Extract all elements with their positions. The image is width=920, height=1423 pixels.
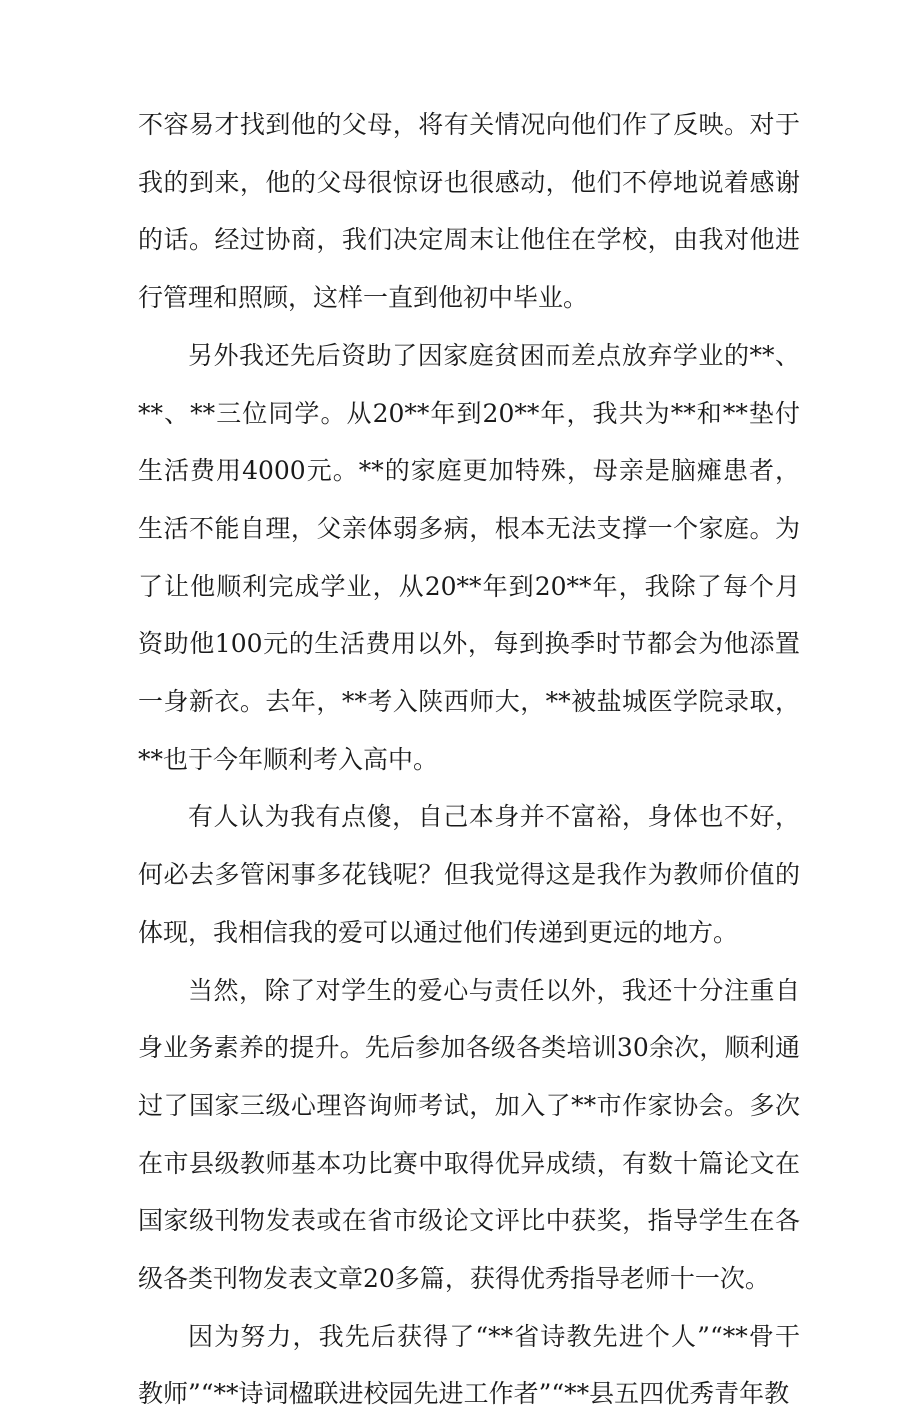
paragraph-awards: 因为努力，我先后获得了“**省诗教先进个人”“**骨干教师”“**诗词楹联进校园先进工作者”“**县五四优秀青年教: [138, 1321, 800, 1409]
paragraph-professional-development: 当然，除了对学生的爱心与责任以外，我还十分注重自身业务素养的提升。先后参加各级各类培训30余次，顺利通过了国家三级心理咨询师考试，加入了**市作家协会。多次在市县级教师基本功比赛中取得优异成绩，有数十篇论文在国家级刊物发表或在省市级论文评比中获奖，指导学生在各级各类刊物发表文章20多篇，获得优秀指导老师十一次。: [138, 975, 800, 1294]
paragraph-continuation: 不容易才找到他的父母，将有关情况向他们作了反映。对于我的到来，他的父母很惊讶也很感动，他们不停地说着感谢的话。经过协商，我们决定周末让他住在学校，由我对他进行管理和照顾，这样一直到他初中毕业。: [138, 110, 800, 313]
paragraph-financial-aid: 另外我还先后资助了因家庭贫困而差点放弃学业的**、**、**三位同学。从20**年到20**年，我共为**和**垫付生活费用4000元。**的家庭更加特殊，母亲是脑瘫患者，生活不能自理，父亲体弱多病，根本无法支撑一个家庭。为了让他顺利完成学业，从20**年到20**年，我除了每个月资助他100元的生活费用以外，每到换季时节都会为他添置一身新衣。去年，**考入陕西师大，**被盐城医学院录取，**也于今年顺利考入高中。: [138, 340, 800, 774]
document-body: [138, 96, 800, 1423]
paragraph-reflection: 有人认为我有点傻，自己本身并不富裕，身体也不好，何必去多管闲事多花钱呢？但我觉得这是我作为教师价值的体现，我相信我的爱可以通过他们传递到更远的地方。: [138, 802, 800, 947]
